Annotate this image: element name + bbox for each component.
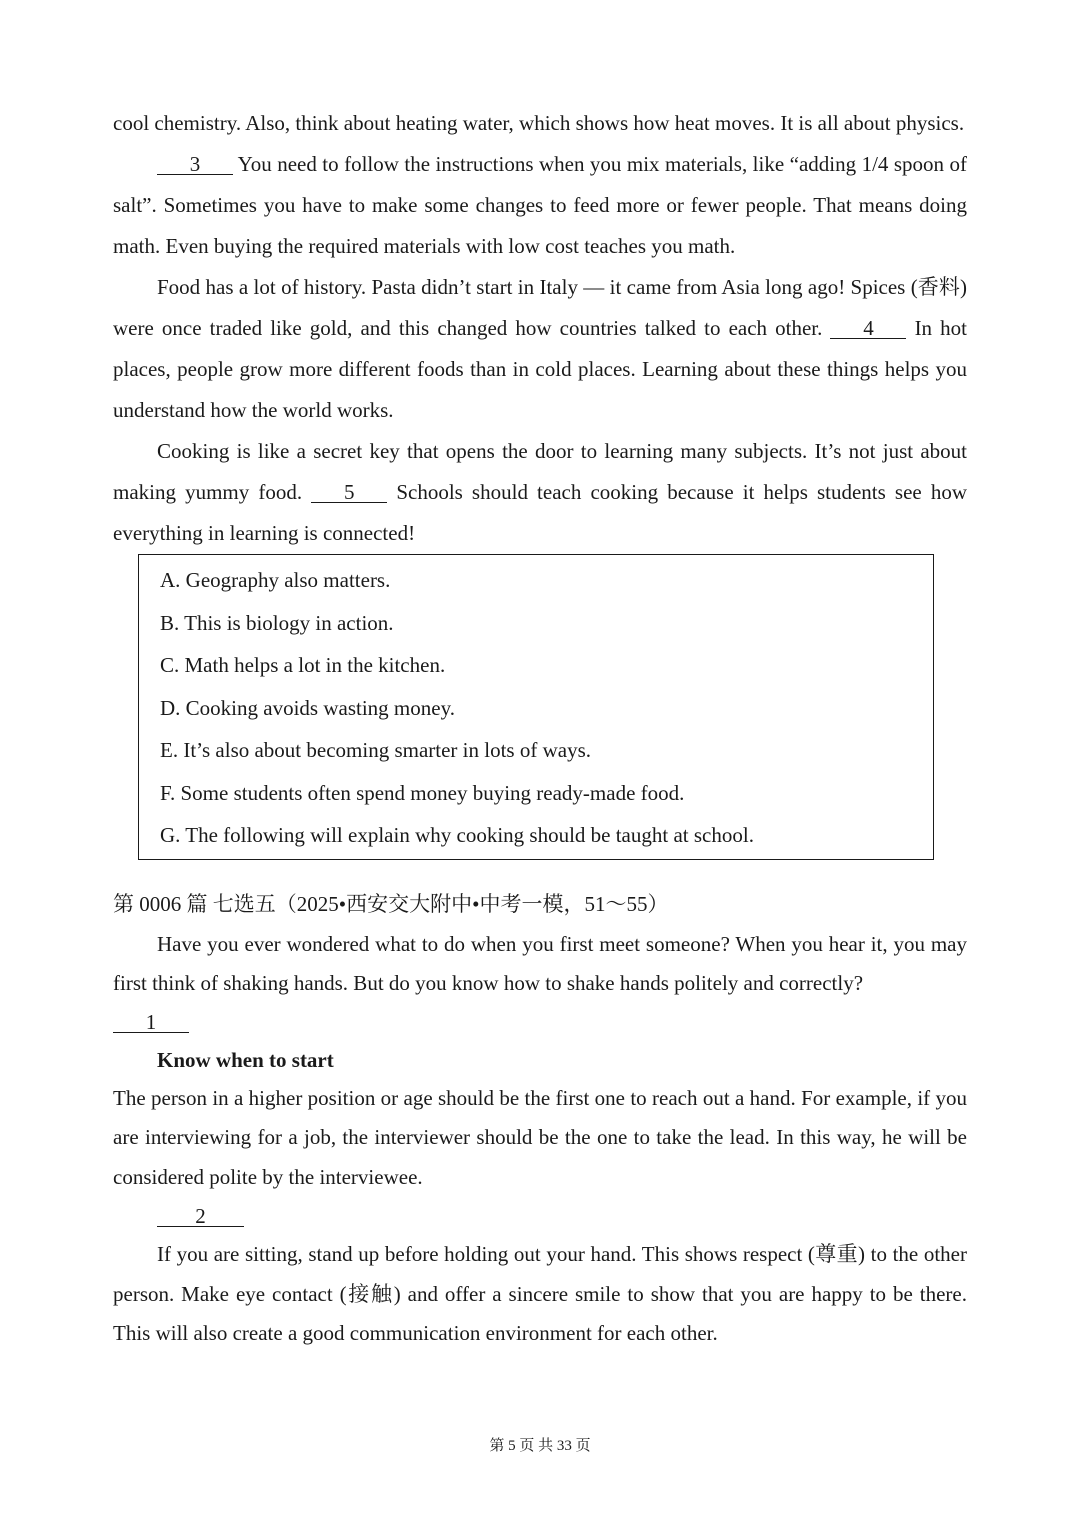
paragraph-physics: cool chemistry. Also, think about heating water, which shows how heat moves. It is all about physics. xyxy=(113,111,965,135)
option-c: C. Math helps a lot in the kitchen. xyxy=(160,653,446,677)
answer-blank-5: 5 xyxy=(311,482,387,503)
paragraph-intro: Have you ever wondered what to do when you first meet someone? When you hear it, you may first think of shaking hands. But do you know how to shake hands politely and correctly? xyxy=(113,931,967,995)
option-a: A. Geography also matters. xyxy=(160,568,391,592)
page-content xyxy=(113,103,967,1354)
option-f: F. Some students often spend money buying ready-made food. xyxy=(160,780,685,805)
option-e: E. It’s also about becoming smarter in lots of ways. xyxy=(160,738,592,762)
paragraph-math xyxy=(113,144,967,267)
paragraph-history-text-after: In hot places, people grow more different foods than in cold places. Learning about these things helps you understand how the world works. xyxy=(113,316,967,422)
section-title: 第 0006 篇 七选五（2025•西安交大附中•中考一模，51～55） xyxy=(113,891,669,916)
option-g: G. The following will explain why cooking should be taught at school. xyxy=(160,823,754,847)
options-box xyxy=(138,554,934,860)
answer-blank-3: 3 xyxy=(157,154,233,175)
paragraph-sitting: If you are sitting, stand up before holding out your hand. This shows respect (尊重) to the other person. Make eye contact (接触) and offer a sincere smile to show that you are happy to be there. This will also create a good communication environment for each other. xyxy=(113,1242,967,1345)
page-footer: 第 5 页 共 33 页 xyxy=(489,1438,591,1454)
paragraph-cooking xyxy=(113,431,967,554)
answer-blank-2: 2 xyxy=(157,1206,244,1227)
answer-blank-1: 1 xyxy=(113,1012,189,1033)
option-b: B. This is biology in action. xyxy=(160,610,394,635)
blank-line-2 xyxy=(113,1197,967,1235)
paragraph-cooking-text-after: Schools should teach cooking because it helps students see how everything in learning is connected! xyxy=(113,480,967,545)
heading-know-when-to-start: Know when to start xyxy=(157,1047,334,1072)
answer-blank-4: 4 xyxy=(830,318,906,339)
paragraph-cooking-text-before: Cooking is like a secret key that opens the door to learning many subjects. It’s not just about making yummy food. xyxy=(113,439,967,504)
paragraph-history-text-before: Food has a lot of history. Pasta didn’t start in Italy — it came from Asia long ago! Spices (香料) were once traded like gold, and this changed how countries talked to each other. xyxy=(113,275,967,340)
option-d: D. Cooking avoids wasting money. xyxy=(160,695,455,720)
paragraph-know: The person in a higher position or age should be the first one to reach out a hand. For example, if you are interviewing for a job, the interviewer should be the one to take the lead. In this way, he will be considered polite by the interviewee. xyxy=(113,1085,967,1189)
blank-line-1 xyxy=(113,1003,967,1041)
paragraph-math-text: You need to follow the instructions when you mix materials, like “adding 1/4 spoon of salt”. Sometimes you have to make some changes to feed more or fewer people. That means doing math. Even buying the required materials with low cost teaches you math. xyxy=(113,152,967,258)
paragraph-history xyxy=(113,267,967,431)
